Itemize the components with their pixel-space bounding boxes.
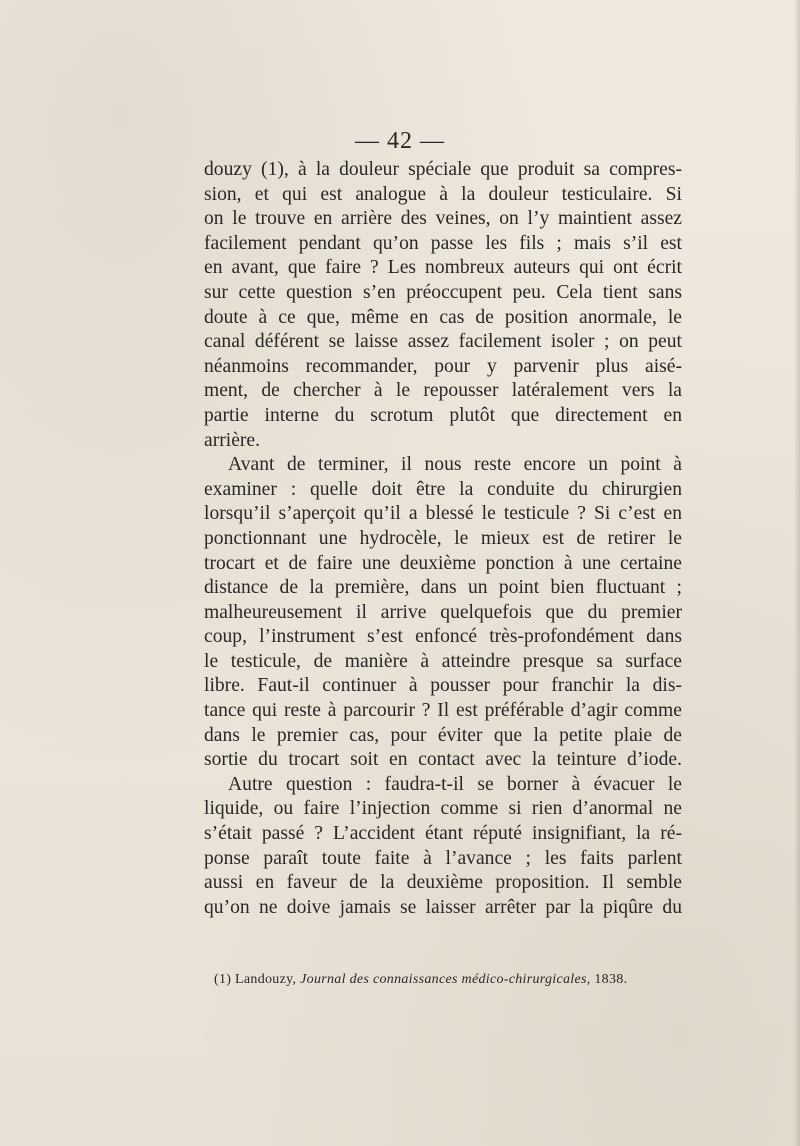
text-line: malheureusement il arrive quelquefois que du premier bbox=[204, 601, 682, 623]
text-line: en avant, que faire ? Les nombreux auteurs qui ont écrit bbox=[204, 257, 682, 279]
text-line: trocart et de faire une deuxième ponction à une certaine bbox=[204, 552, 682, 574]
footnote-marker: (1) bbox=[214, 972, 232, 987]
text-line: liquide, ou faire l’injection comme si rien d’anormal ne bbox=[204, 798, 682, 820]
text-line: sion, et qui est analogue à la douleur testiculaire. Si bbox=[204, 183, 682, 205]
text-line: ponse paraît toute faite à l’avance ; les faits parlent bbox=[204, 847, 682, 869]
page-number: — 42 — bbox=[355, 128, 445, 154]
text-line: néanmoins recommander, pour y parvenir plus aisé- bbox=[204, 355, 682, 377]
footnote-journal: Journal des connaissances médico-chirurgicales, bbox=[300, 972, 591, 987]
text-line: canal déférent se laisse assez facilement isoler ; on peut bbox=[204, 331, 682, 353]
text-line: tance qui reste à parcourir ? Il est préférable d’agir comme bbox=[204, 700, 682, 722]
text-line: ponctionnant une hydrocèle, le mieux est de retirer le bbox=[204, 527, 682, 549]
text-line: aussi en faveur de la deuxième proposition. Il semble bbox=[204, 872, 682, 894]
text-line: arrière. bbox=[204, 429, 261, 451]
text-line: sur cette question s’en préoccupent peu. Cela tient sans bbox=[204, 281, 682, 303]
paragraph-first-line: Avant de terminer, il nous reste encore un point à bbox=[228, 454, 682, 476]
text-line: examiner : quelle doit être la conduite du chirurgien bbox=[204, 478, 682, 500]
text-line: douzy (1), à la douleur spéciale que produit sa compres- bbox=[204, 159, 682, 180]
footnote-author: Landouzy, bbox=[235, 972, 297, 987]
text-line: s’était passé ? L’accident étant réputé insignifiant, la ré- bbox=[204, 823, 682, 845]
text-line: libre. Faut-il continuer à pousser pour franchir la dis- bbox=[204, 675, 682, 697]
text-line: partie interne du scrotum plutôt que directement en bbox=[204, 404, 682, 426]
text-line: qu’on ne doive jamais se laisser arrêter par la piqûre du bbox=[204, 896, 682, 918]
text-line: ment, de chercher à le repousser latéralement vers la bbox=[204, 380, 682, 402]
footnote-year: 1838. bbox=[594, 972, 628, 987]
text-line: distance de la première, dans un point bien fluctuant ; bbox=[204, 577, 682, 599]
body-text bbox=[204, 158, 682, 920]
text-line: coup, l’instrument s’est enfoncé très-profondément dans bbox=[204, 626, 682, 648]
text-line: sortie du trocart soit en contact avec la teinture d’iode. bbox=[204, 749, 682, 771]
paragraph-first-line: Autre question : faudra-t-il se borner à évacuer le bbox=[228, 773, 682, 795]
text-line: lorsqu’il s’aperçoit qu’il a blessé le testicule ? Si c’est en bbox=[204, 503, 682, 525]
text-line: on le trouve en arrière des veines, on l’y maintient assez bbox=[204, 208, 682, 230]
footnote bbox=[214, 972, 674, 988]
text-line: doute à ce que, même en cas de position anormale, le bbox=[204, 306, 682, 328]
text-line: facilement pendant qu’on passe les fils ; mais s’il est bbox=[204, 232, 682, 254]
text-line: dans le premier cas, pour éviter que la petite plaie de bbox=[204, 724, 682, 746]
text-line: le testicule, de manière à atteindre presque sa surface bbox=[204, 650, 682, 672]
page-edge-shadow bbox=[794, 0, 800, 1146]
